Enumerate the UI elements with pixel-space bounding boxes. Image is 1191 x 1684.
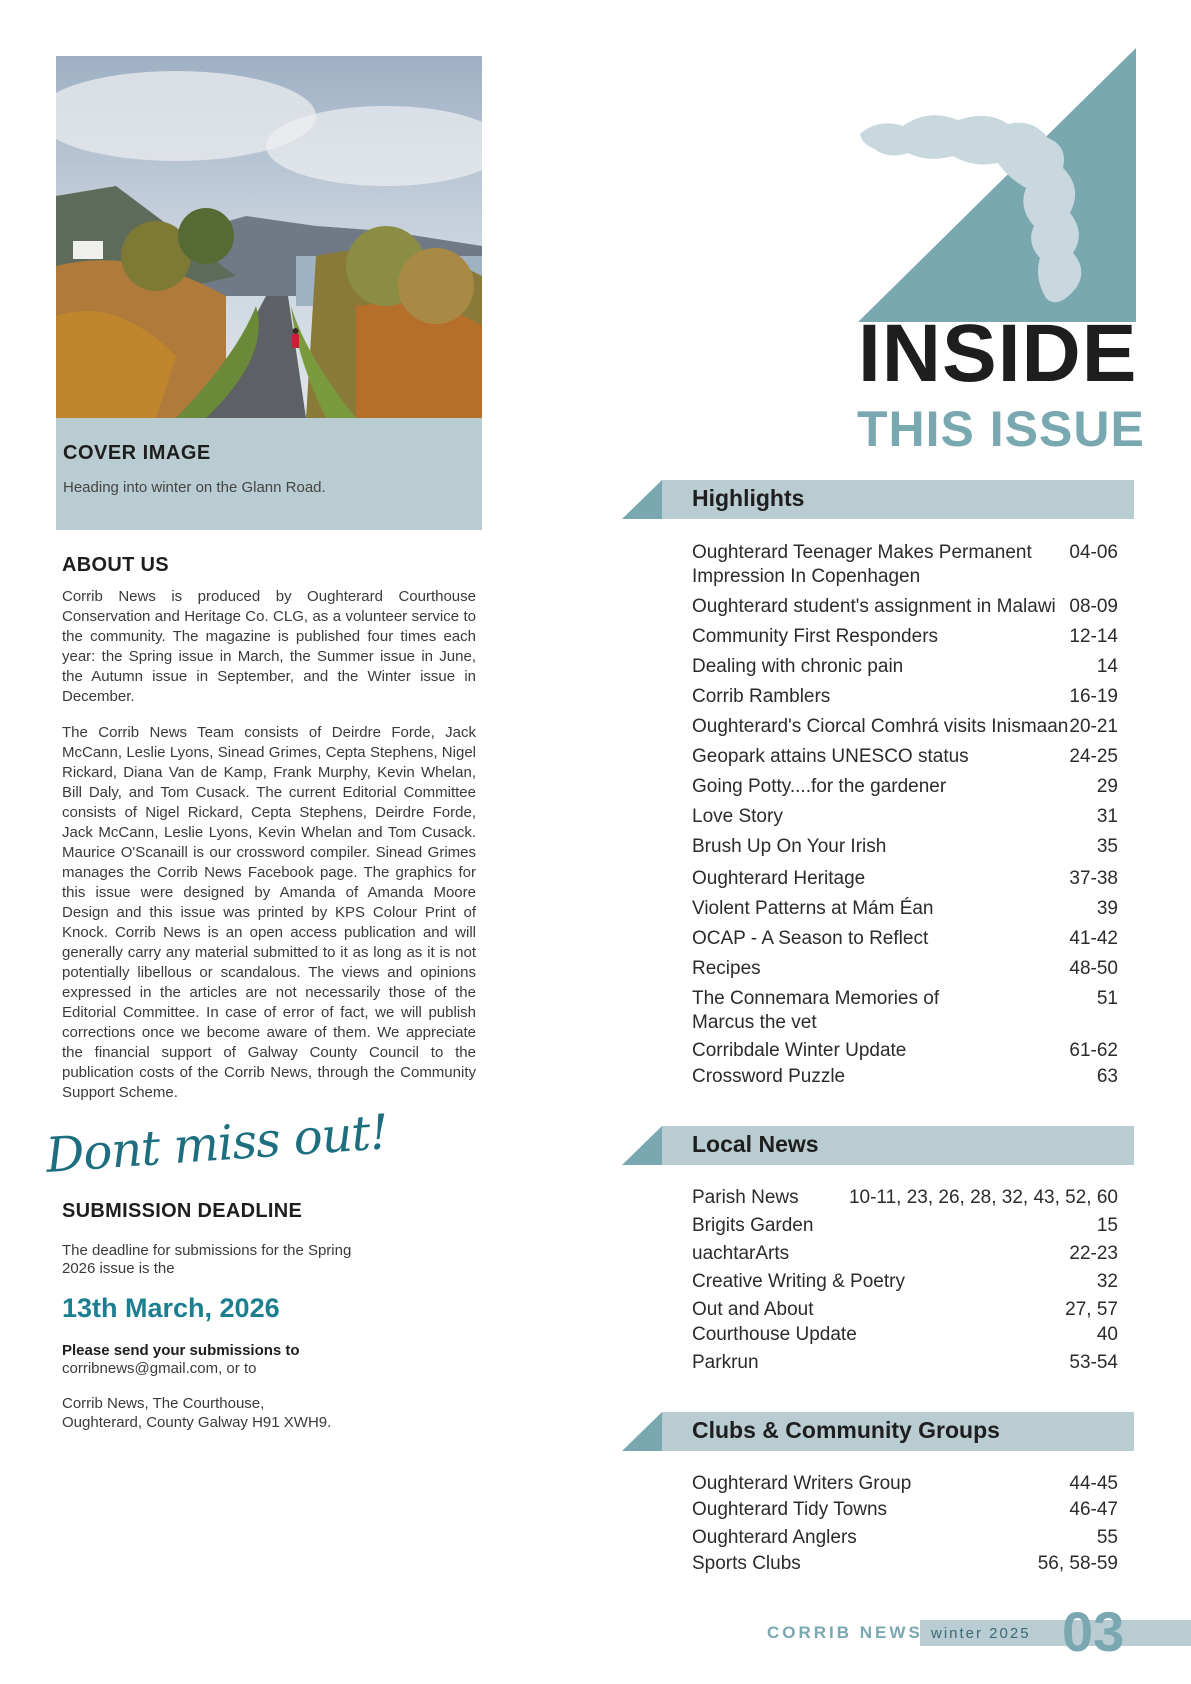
toc-item-pages: 15 [1096,1215,1118,1236]
toc-item[interactable] [692,835,1118,859]
postal-address-line-2: Oughterard, County Galway H91 XWH9. [62,1414,332,1431]
toc-item-title: Corribdale Winter Update [692,1040,907,1061]
toc-item[interactable] [692,1242,1118,1266]
toc-item[interactable] [692,1472,1118,1496]
cover-photo [56,56,482,418]
toc-item-title: The Connemara Memories of Marcus the vet [692,988,940,1033]
toc-item[interactable] [692,897,1118,921]
toc-item[interactable] [692,655,1118,679]
clubs-triangle [622,1412,662,1451]
toc-item-pages: 12-14 [1069,626,1118,647]
cover-caption-box [56,418,482,530]
toc-item[interactable] [692,1186,1118,1210]
this-issue-subtitle: THIS ISSUE [857,401,1145,457]
toc-item-title: Parish News [692,1187,799,1208]
toc-item-title: Geopark attains UNESCO status [692,746,969,767]
deadline-date: 13th March, 2026 [62,1293,280,1323]
toc-item-pages: 46-47 [1069,1499,1118,1520]
footer-issue: winter 2025 [931,1625,1031,1642]
toc-item-title: Brigits Garden [692,1215,814,1236]
toc-item-title: Oughterard student's assignment in Malawi [692,596,1056,617]
toc-item-pages: 22-23 [1069,1243,1118,1264]
corner-map-graphic [858,48,1136,322]
toc-item-title: uachtarArts [692,1243,790,1264]
toc-item-pages: 39 [1096,898,1118,919]
toc-item-title: Recipes [692,958,761,979]
toc-item[interactable] [692,1214,1118,1238]
toc-item[interactable] [692,625,1118,649]
toc-item[interactable] [692,685,1118,709]
toc-item-title: Oughterard's Ciorcal Comhrá visits Inismaan [692,716,1069,737]
toc-item-title: Oughterard Tidy Towns [692,1499,888,1520]
toc-item[interactable] [692,957,1118,981]
toc-item-pages: 48-50 [1069,958,1118,979]
toc-item[interactable] [692,1270,1118,1294]
local-news-heading: Local News [692,1131,819,1157]
toc-item[interactable] [692,775,1118,799]
toc-item-pages: 53-54 [1069,1352,1118,1373]
toc-item-pages: 41-42 [1069,928,1118,949]
toc-item[interactable] [692,1065,1118,1089]
toc-item-title: Going Potty....for the gardener [692,776,947,797]
toc-item-pages: 61-62 [1069,1040,1118,1061]
submission-email[interactable]: corribnews@gmail.com, or to [62,1360,257,1377]
toc-item-pages: 55 [1096,1527,1118,1548]
toc-item-pages: 32 [1096,1271,1118,1292]
postal-address-line-1: Corrib News, The Courthouse, [62,1395,265,1412]
toc-item-pages: 10-11, 23, 26, 28, 32, 43, 52, 60 [848,1187,1118,1208]
toc-item[interactable] [692,867,1118,891]
about-us-title: ABOUT US [62,554,169,576]
dont-miss-out-tagline: Dont miss out! [44,1104,390,1184]
toc-item-title: Dealing with chronic pain [692,656,904,677]
toc-item-title: Love Story [692,806,783,827]
local-news-triangle [622,1126,662,1165]
toc-item-pages: 29 [1096,776,1118,797]
toc-item-title: Parkrun [692,1352,759,1373]
about-us-paragraph-2: The Corrib News Team consists of Deirdre Forde, Jack McCann, Leslie Lyons, Sinead Grimes, Cepta Stephens, Nigel Rickard, Diana Van de Kamp, Frank Murphy, Kevin Whelan, Bill Daly, and Tom Cusack. The current Editorial Committee consists of Nigel Rickard, Cepta Stephens, Deirdre Forde, Jack McCann, Leslie Lyons, Kevin Whelan and Tom Cusack. Maurice O'Scanaill is our crossword compiler. Sinead Grimes manages the Corrib News Facebook page. The graphics for this issue were designed by Amanda of Amanda Moore Design and this issue was printed by KPS Colour Print of Knock. Corrib News is an open access publication and will generally carry any material submitted to it as long as it is not potentially libellous or scandalous. The views and opinions expressed in the articles are not necessarily those of the Editorial Committee. In case of error of fact, we will publish corrections once we become aware of them. We appreciate the financial support of Galway County Council to the publication costs of the Corrib News, through the Community Support Scheme. [62,724,476,1101]
toc-item-title: OCAP - A Season to Reflect [692,928,929,949]
toc-item-pages: 14 [1096,656,1118,677]
toc-item[interactable] [692,1298,1118,1322]
toc-item-title: Brush Up On Your Irish [692,836,887,857]
toc-item-pages: 51 [1096,988,1118,1009]
page-number: 03 [1062,1600,1125,1663]
toc-item-pages: 27, 57 [1065,1299,1118,1320]
toc-item[interactable] [692,541,1118,589]
toc-item-pages: 63 [1096,1066,1118,1087]
submission-deadline-title: SUBMISSION DEADLINE [62,1200,303,1222]
footer-brand: CORRIB NEWS [767,1623,923,1642]
toc-item-pages: 16-19 [1069,686,1118,707]
clubs-heading: Clubs & Community Groups [692,1417,1000,1443]
toc-item-pages: 04-06 [1069,542,1118,563]
toc-item[interactable] [692,927,1118,951]
toc-item-title: Creative Writing & Poetry [692,1271,905,1292]
toc-item-title: Oughterard Heritage [692,868,866,889]
toc-item-title: Courthouse Update [692,1324,857,1345]
toc-item[interactable] [692,1498,1118,1522]
highlights-triangle [622,480,662,519]
toc-item[interactable] [692,987,1118,1035]
toc-item[interactable] [692,1526,1118,1550]
toc-item-title: Oughterard Anglers [692,1527,857,1548]
toc-item-pages: 31 [1096,806,1118,827]
cover-image-title: COVER IMAGE [63,442,211,464]
cover-image-caption: Heading into winter on the Glann Road. [63,479,326,496]
toc-item-pages: 08-09 [1069,596,1118,617]
toc-item[interactable] [692,1351,1118,1375]
toc-item-title: Out and About [692,1299,814,1320]
toc-item[interactable] [692,1552,1118,1576]
toc-item-pages: 56, 58-59 [1037,1553,1118,1574]
inside-title: INSIDE [858,308,1138,399]
toc-item[interactable] [692,715,1118,739]
toc-item-pages: 37-38 [1069,868,1118,889]
toc-item[interactable] [692,595,1118,619]
toc-item-pages: 20-21 [1069,716,1118,737]
toc-item-pages: 44-45 [1069,1473,1118,1494]
about-us-paragraph-1: Corrib News is produced by Oughterard Courthouse Conservation and Heritage Co. CLG, as a volunteer service to the community. The magazine is published four times each year: the Spring issue in March, the Summer issue in June, the Autumn issue in September, and the Winter issue in December. [62,588,476,705]
toc-item-title: Oughterard Teenager Makes Permanent Impression In Copenhagen [692,542,1032,587]
toc-item[interactable] [692,1039,1118,1063]
toc-item[interactable] [692,745,1118,769]
toc-item[interactable] [692,805,1118,829]
toc-item-title: Community First Responders [692,626,939,647]
submission-deadline-text: The deadline for submissions for the Spring 2026 issue is the [62,1242,352,1277]
toc-item-title: Corrib Ramblers [692,686,831,707]
toc-item-title: Crossword Puzzle [692,1066,846,1087]
toc-item-title: Sports Clubs [692,1553,801,1574]
highlights-heading: Highlights [692,485,805,511]
toc-item-title: Violent Patterns at Mám Éan [692,898,934,919]
toc-item[interactable] [692,1323,1118,1347]
send-submissions-label: Please send your submissions to [62,1342,300,1359]
toc-item-title: Oughterard Writers Group [692,1473,912,1494]
toc-item-pages: 24-25 [1069,746,1118,767]
toc-item-pages: 40 [1096,1324,1118,1345]
toc-item-pages: 35 [1096,836,1118,857]
